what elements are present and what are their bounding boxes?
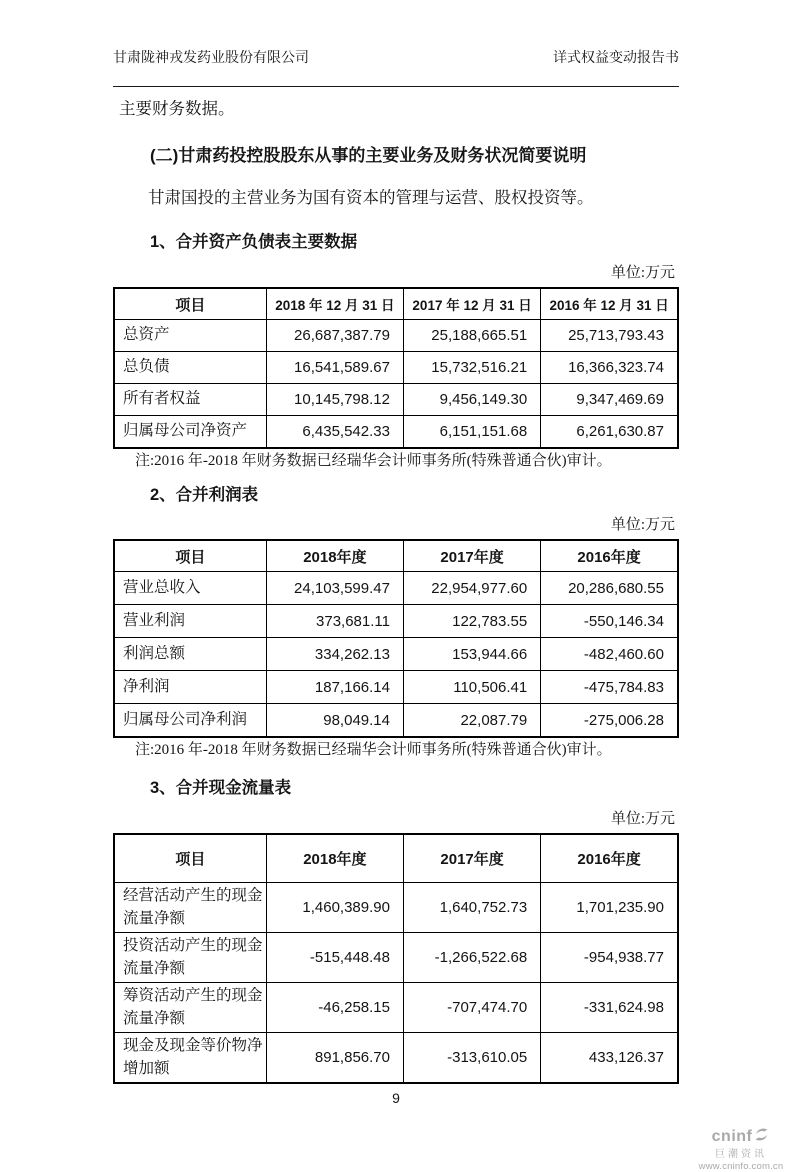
subheading-income-statement: 2、合并利润表 [150,486,259,504]
cninfo-brand-row [693,1126,789,1148]
table-row [114,416,678,449]
row-label: 所有者权益 [114,384,266,416]
cninfo-url: www.cninfo.com.cn [698,1160,784,1172]
col-header-2018: 2018年度 [266,834,403,883]
table-row [114,384,678,416]
cell-value: 1,701,235.90 [541,883,678,933]
row-label: 筹资活动产生的现金流量净额 [114,983,266,1033]
cell-value: 373,681.11 [266,605,403,638]
cell-value: -46,258.15 [266,983,403,1033]
audit-note: 注:2016 年-2018 年财务数据已经瑞华会计师事务所(特殊普通合伙)审计。 [135,742,612,758]
row-label: 净利润 [114,671,266,704]
cell-value: 6,261,630.87 [541,416,678,449]
row-label: 总负债 [114,352,266,384]
subheading-balance-sheet: 1、合并资产负债表主要数据 [150,233,358,251]
col-header-item: 项目 [114,834,266,883]
col-header-2017: 2017年度 [403,540,540,572]
row-label: 利润总额 [114,638,266,671]
section-heading: (二)甘肃药投控股股东从事的主要业务及财务状况简要说明 [150,146,587,165]
col-header-2016: 2016年度 [541,834,678,883]
cell-value: 20,286,680.55 [541,572,678,605]
table-row [114,704,678,738]
cninfo-brand-text: cninf [711,1128,753,1145]
cell-value: -1,266,522.68 [403,933,540,983]
subheading-cash-flow: 3、合并现金流量表 [150,779,292,797]
cell-value: -550,146.34 [541,605,678,638]
cell-value: 24,103,599.47 [266,572,403,605]
unit-label-3: 单位:万元 [610,811,675,827]
cell-value: 9,456,149.30 [403,384,540,416]
cell-value: -331,624.98 [541,983,678,1033]
cash-flow-table [113,833,679,1084]
table-row [114,1033,678,1084]
cninfo-cn-name: 巨潮资讯 [715,1148,767,1160]
row-label: 总资产 [114,320,266,352]
page-header [113,50,679,87]
table-row [114,320,678,352]
table-row [114,983,678,1033]
cell-value: 1,640,752.73 [403,883,540,933]
cell-value: 6,151,151.68 [403,416,540,449]
table-header-row [114,288,678,320]
row-label: 经营活动产生的现金流量净额 [114,883,266,933]
row-label: 投资活动产生的现金流量净额 [114,933,266,983]
balance-sheet-table [113,287,679,449]
cell-value: 16,366,323.74 [541,352,678,384]
intro-text: 主要财务数据。 [119,99,235,118]
row-label: 营业总收入 [114,572,266,605]
unit-label-1: 单位:万元 [610,265,675,281]
cell-value: 433,126.37 [541,1033,678,1084]
cell-value: -707,474.70 [403,983,540,1033]
row-label: 归属母公司净资产 [114,416,266,449]
cell-value: 22,954,977.60 [403,572,540,605]
row-label: 现金及现金等价物净增加额 [114,1033,266,1084]
cell-value: 153,944.66 [403,638,540,671]
col-header-2018: 2018 年 12 月 31 日 [266,288,403,320]
cell-value: -275,006.28 [541,704,678,738]
cell-value: 22,087.79 [403,704,540,738]
cninfo-watermark [693,1126,789,1172]
cell-value: 110,506.41 [403,671,540,704]
col-header-item: 项目 [114,540,266,572]
audit-note: 注:2016 年-2018 年财务数据已经瑞华会计师事务所(特殊普通合伙)审计。 [135,453,612,469]
section-paragraph: 甘肃国投的主营业务为国有资本的管理与运营、股权投资等。 [148,188,594,207]
col-header-2018: 2018年度 [266,540,403,572]
cell-value: -475,784.83 [541,671,678,704]
col-header-2016: 2016年度 [541,540,678,572]
cell-value: 98,049.14 [266,704,403,738]
cell-value: 10,145,798.12 [266,384,403,416]
cell-value: -313,610.05 [403,1033,540,1084]
table-row [114,883,678,933]
cell-value: 9,347,469.69 [541,384,678,416]
cell-value: 334,262.13 [266,638,403,671]
cell-value: 891,856.70 [266,1033,403,1084]
table-header-row [114,834,678,883]
cell-value: 26,687,387.79 [266,320,403,352]
table-row [114,638,678,671]
unit-label-2: 单位:万元 [610,517,675,533]
cell-value: 187,166.14 [266,671,403,704]
cell-value: 1,460,389.90 [266,883,403,933]
cell-value: 6,435,542.33 [266,416,403,449]
table-row [114,605,678,638]
cell-value: 122,783.55 [403,605,540,638]
col-header-2016: 2016 年 12 月 31 日 [541,288,678,320]
table-header-row [114,540,678,572]
table-row [114,933,678,983]
cell-value: 25,713,793.43 [541,320,678,352]
document-page [0,50,793,1106]
col-header-item: 项目 [114,288,266,320]
table-row [114,572,678,605]
table-row [114,671,678,704]
row-label: 归属母公司净利润 [114,704,266,738]
row-label: 营业利润 [114,605,266,638]
table-row [114,352,678,384]
col-header-2017: 2017年度 [403,834,540,883]
cell-value: 15,732,516.21 [403,352,540,384]
page-number: 9 [392,1090,400,1106]
col-header-2017: 2017 年 12 月 31 日 [403,288,540,320]
income-statement-table [113,539,679,738]
cell-value: -954,938.77 [541,933,678,983]
cell-value: 16,541,589.67 [266,352,403,384]
cell-value: 25,188,665.51 [403,320,540,352]
header-report-title: 详式权益变动报告书 [553,51,679,66]
header-company-name: 甘肃陇神戎发药业股份有限公司 [113,51,309,66]
cninfo-swirl-icon [753,1126,770,1148]
cell-value: -515,448.48 [266,933,403,983]
cell-value: -482,460.60 [541,638,678,671]
